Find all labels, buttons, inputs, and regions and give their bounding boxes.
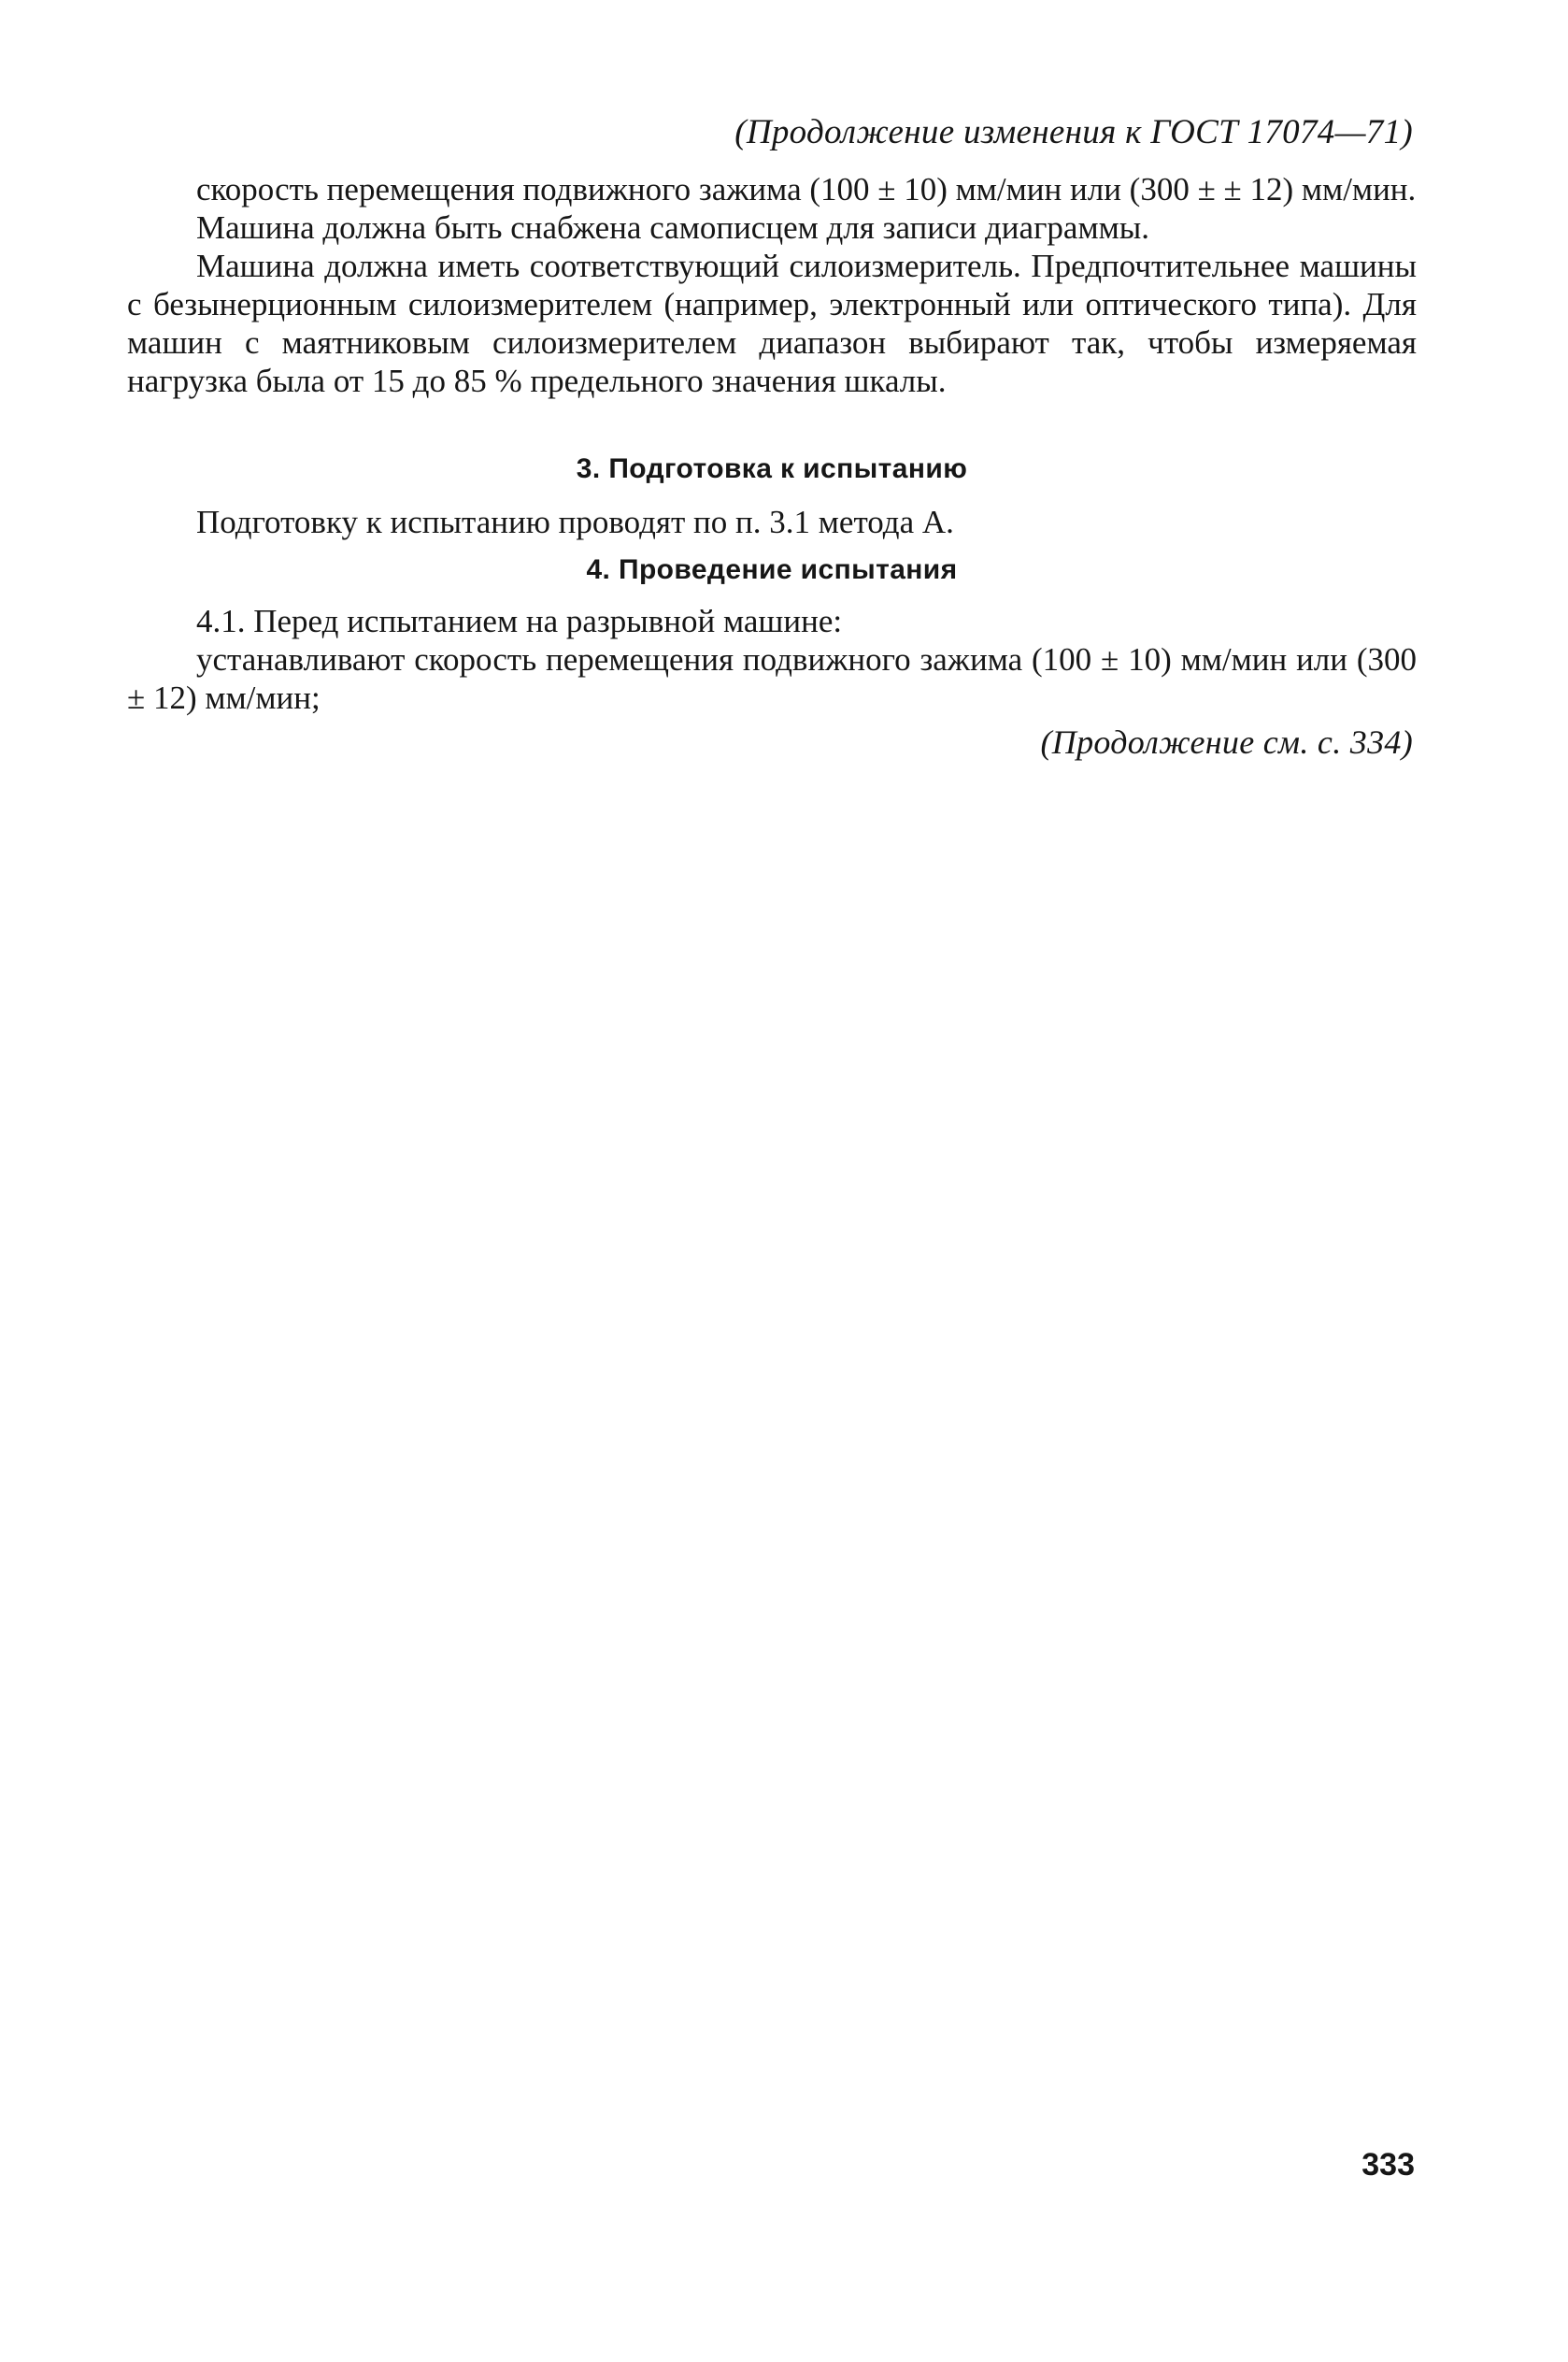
item-4-1-speed: устанавливают скорость перемещения подвижного зажима (100 ± 10) мм/мин или (300 ± 12) мм/мин; [127, 641, 1417, 716]
section-4-heading: 4. Проведение испытания [586, 554, 958, 585]
item-4-1: 4.1. Перед испытанием на разрывной машине: [196, 603, 843, 639]
header-note: (Продолжение изменения к ГОСТ 17074—71) [734, 113, 1413, 151]
continuation-note: (Продолжение см. с. 334) [1040, 723, 1413, 761]
page-number: 333 [1361, 2147, 1415, 2183]
paragraph-recorder: Машина должна быть снабжена самописцем для записи диаграммы. [196, 209, 1150, 246]
requirements-block [127, 170, 1417, 400]
paragraph-force-meter: Машина должна иметь соответствующий силоизмеритель. Предпочтительнее машины с безынерционным силоизмерителем (например, электронный или оптического типа). Для машин с маятниковым силоизмерителем диапазон выбирают так, чтобы измеряемая нагрузка была от 15 до 85 % предельного значения шкалы. [127, 248, 1417, 399]
section-3-text: Подготовку к испытанию проводят по п. 3.1 метода А. [196, 504, 954, 540]
paragraph-speed: скорость перемещения подвижного зажима (100 ± 10) мм/мин или (300 ± ± 12) мм/мин. [196, 171, 1417, 208]
section-4-block [127, 602, 1417, 717]
section-3-heading: 3. Подготовка к испытанию [576, 453, 968, 484]
